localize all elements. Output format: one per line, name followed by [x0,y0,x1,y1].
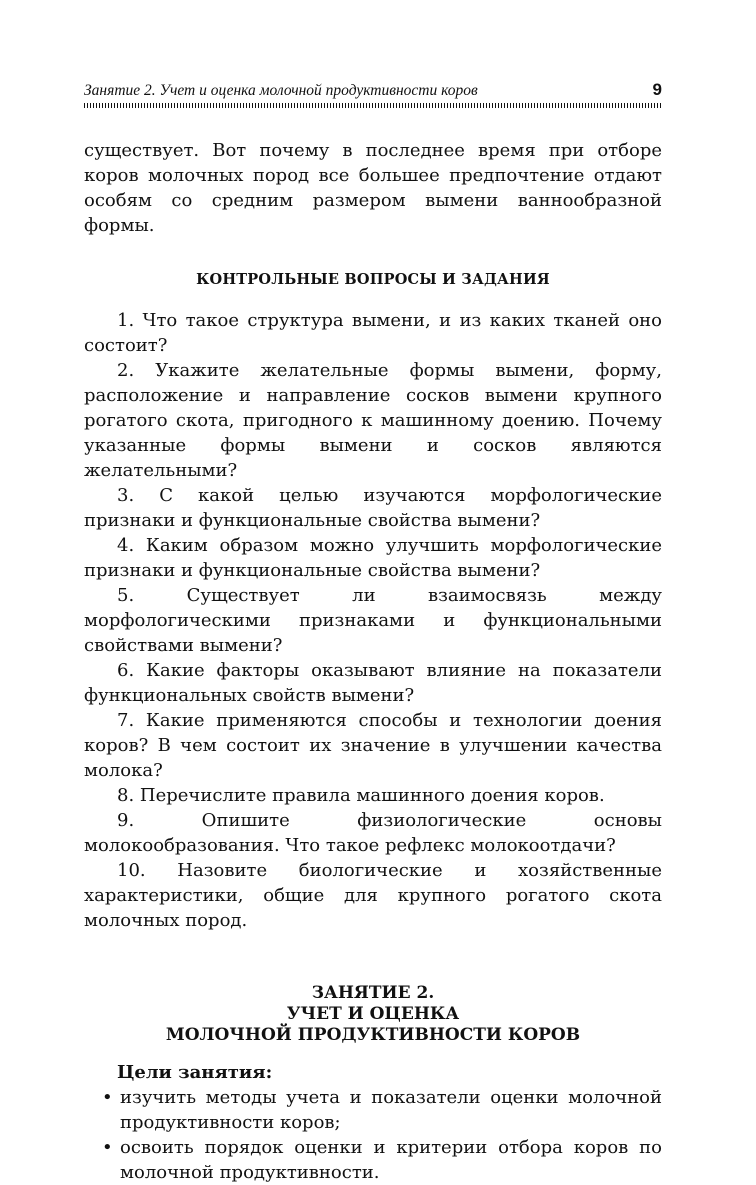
lesson-title [84,983,662,1046]
questions-list [84,308,662,933]
intro-paragraph: существует. Вот почему в последнее время при отборе коров молочных пород все большее предпочтение отдают особям со средним размером вымени ваннообразной формы. [84,140,662,236]
goals-list [84,1085,662,1185]
question-item: 8. Перечислите правила машинного доения коров. [117,785,605,806]
lesson-title-line: ЗАНЯТИЕ 2. [311,983,435,1003]
page [84,76,662,1185]
question-item: 3. С какой целью изучаются морфологические признаки и функциональные свойства вымени? [84,485,662,531]
goal-item [84,1135,662,1185]
bullet-icon: • [102,1137,113,1158]
question-item: 10. Назовите биологические и хозяйственные характеристики, общие для крупного рогатого скота молочных пород. [84,860,662,931]
bullet-icon: • [102,1087,113,1108]
running-header-title: Занятие 2. Учет и оценка молочной продуктивности коров [84,82,478,99]
question-item: 7. Какие применяются способы и технологии доения коров? В чем состоит их значение в улучшении качества молока? [84,710,662,781]
question-item: 1. Что такое структура вымени, и из каких тканей оно состоит? [84,310,662,356]
goal-text: освоить порядок оценки и критерии отбора коров по молочной продуктивности. [120,1137,662,1183]
lesson-title-line: МОЛОЧНОЙ ПРОДУКТИВНОСТИ КОРОВ [165,1025,581,1045]
question-item: 9. Опишите физиологические основы молокообразования. Что такое рефлекс молокоотдачи? [84,810,662,856]
header-rule [84,103,662,108]
questions-heading: КОНТРОЛЬНЫЕ ВОПРОСЫ И ЗАДАНИЯ [196,271,550,288]
goal-item [84,1085,662,1135]
question-item: 5. Существует ли взаимосвязь между морфологическими признаками и функциональными свойствами вымени? [84,585,662,656]
goal-text: изучить методы учета и показатели оценки молочной продуктивности коров; [120,1087,662,1133]
question-item: 6. Какие факторы оказывают влияние на показатели функциональных свойств вымени? [84,660,662,706]
running-header [84,76,662,100]
question-item: 2. Укажите желательные формы вымени, форму, расположение и направление сосков вымени крупного рогатого скота, пригодного к машинному доению. Почему указанные формы вымени и сосков являются желательными? [84,360,662,481]
goals-heading: Цели занятия: [117,1062,273,1083]
lesson-title-line: УЧЕТ И ОЦЕНКА [286,1004,460,1024]
page-number: 9 [652,80,662,99]
question-item: 4. Каким образом можно улучшить морфологические признаки и функциональные свойства вымени? [84,535,662,581]
